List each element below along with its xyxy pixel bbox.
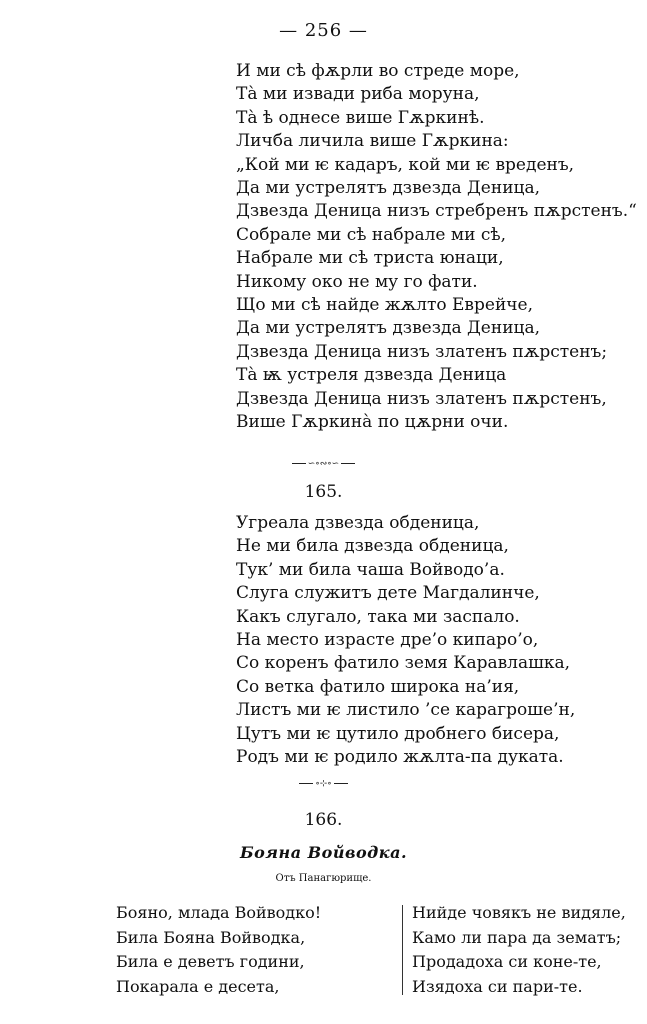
verse-line: Та̀ ѭ устреля дзвезда Деница bbox=[236, 365, 507, 386]
ornament-divider-2: ∘⊹∘ bbox=[0, 779, 647, 789]
verse-line: Какъ слугало, така ми заспало. bbox=[236, 606, 520, 627]
verse-line: Угреала дзвезда обденица, bbox=[236, 513, 480, 533]
verse-line: Да ми устрелятъ дзвезда Деница, bbox=[236, 178, 540, 199]
verse-line: Да ми устрелятъ дзвезда Деница, bbox=[236, 318, 540, 339]
verse-line: Цутъ ми ѥ цутило дробнего бисера, bbox=[236, 723, 560, 744]
verse-line: Со коренъ фатило земя Каравлашка, bbox=[236, 653, 571, 674]
verse-line: Листъ ми ѥ листило ’се карагроше’н, bbox=[236, 700, 576, 721]
song-165-verse bbox=[236, 512, 575, 769]
verse-line: Дзвезда Деница низъ златенъ пѫрстенъ; bbox=[236, 341, 608, 362]
verse-line: Слуга служитъ дете Магдалинче, bbox=[236, 583, 540, 604]
song-166-title: Бояна Войводка. bbox=[239, 843, 408, 862]
verse-line: На место израсте дре’о кипаро’о, bbox=[236, 630, 539, 651]
ornament-divider-1: ∽∘∾∘∽ bbox=[0, 459, 647, 469]
verse-line: Личба личила више Гѫркина: bbox=[236, 131, 509, 152]
verse-line: Продадоха си коне-те, bbox=[412, 952, 602, 971]
verse-line: Родъ ми ѥ родило жѫлта-па дуката. bbox=[236, 747, 564, 768]
verse-line: Що ми сѣ найде жѫлто Еврейче, bbox=[236, 295, 533, 316]
verse-line: Камо ли пара да зематъ; bbox=[412, 927, 622, 947]
verse-line: Била е деветъ години, bbox=[116, 952, 305, 971]
verse-line: Тук’ ми била чаша Войводо’а. bbox=[236, 559, 505, 580]
song-166-left-column bbox=[116, 901, 321, 999]
verse-line: И ми сѣ фѫрли во стреде море, bbox=[236, 61, 520, 81]
song-165-number: 165. bbox=[304, 482, 343, 502]
verse-line: Никому око не му го фати. bbox=[236, 271, 478, 292]
song-166-right-column bbox=[412, 901, 626, 999]
verse-line: Била Бояна Войводка, bbox=[116, 927, 306, 947]
verse-line: Изядоха си пари-те. bbox=[412, 976, 583, 996]
verse-line: „Кой ми ѥ кадаръ, кой ми ѥ вреденъ, bbox=[236, 154, 575, 175]
verse-line: Набрале ми сѣ триста юнаци, bbox=[236, 248, 504, 269]
page-number: — 256 — bbox=[279, 20, 368, 41]
song-166-number: 166. bbox=[304, 810, 343, 830]
verse-line: Не ми била дзвезда обденица, bbox=[236, 536, 509, 557]
verse-line: Та̀ ми извади риба моруна, bbox=[236, 84, 480, 105]
verse-line: Покарала е десета, bbox=[116, 976, 280, 996]
verse-line: Више Гѫркина̀ по цѫрни очи. bbox=[236, 412, 509, 433]
verse-line: Дзвезда Деница низъ стребренъ пѫрстенъ.“ bbox=[236, 201, 637, 222]
verse-line: Та̀ ѣ однесе више Гѫркинѣ. bbox=[236, 107, 485, 128]
verse-line: Нийде човякъ не видяле, bbox=[412, 903, 626, 922]
poem-continued-verse bbox=[236, 60, 637, 435]
verse-line: Дзвезда Деница низъ златенъ пѫрстенъ, bbox=[236, 388, 607, 409]
column-divider bbox=[402, 905, 403, 995]
verse-line: Со ветка фатило широка на’ия, bbox=[236, 676, 520, 697]
verse-line: Собрале ми сѣ набрале ми сѣ, bbox=[236, 224, 507, 245]
verse-line: Бояно, млада Войводко! bbox=[116, 903, 322, 922]
song-166-source: Отъ Панагюрище. bbox=[275, 873, 372, 884]
